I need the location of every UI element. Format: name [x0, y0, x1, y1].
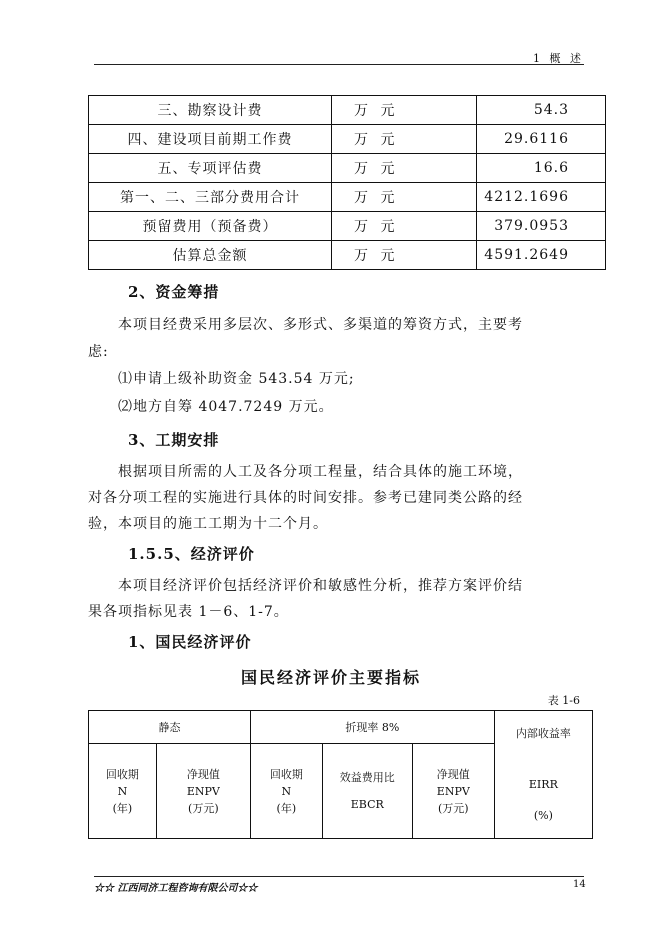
footer-company: ☆☆ 江西同济工程咨询有限公司☆☆ — [94, 883, 258, 894]
running-header: 1 概 述 — [533, 52, 584, 65]
indicator-col-code: N — [281, 784, 292, 798]
cost-value: 54.3 — [477, 96, 606, 125]
indicator-col — [250, 744, 322, 839]
indicator-table-number: 表 1-6 — [547, 694, 580, 707]
cost-row — [89, 212, 606, 241]
economic-line-1: 本项目经济评价包括经济评价和敏感性分析，推荐方案评价结 — [118, 578, 523, 594]
cost-value: 4212.1696 — [477, 183, 606, 212]
cost-unit: 万 元 — [332, 125, 477, 154]
indicator-col-name: 效益费用比 — [339, 771, 395, 784]
indicator-col — [412, 744, 494, 839]
cost-row — [89, 183, 606, 212]
schedule-heading: 3、工期安排 — [128, 431, 220, 449]
funding-heading: 2、资金筹措 — [128, 283, 220, 301]
indicator-col-unit: (年) — [276, 801, 297, 815]
cost-row — [89, 125, 606, 154]
indicator-table — [88, 710, 593, 839]
indicator-table-title: 国民经济评价主要指标 — [240, 668, 421, 687]
group-static: 静态 — [89, 711, 251, 744]
funding-intro-line-2: 虑: — [88, 344, 109, 360]
header-rule — [94, 64, 584, 65]
economic-line-2: 果各项指标见表 1－6、1-7。 — [88, 604, 289, 620]
group-discount-rate: 折现率 8% — [250, 711, 494, 744]
indicator-col-name: 净现值 — [436, 767, 470, 781]
cost-summary-table — [88, 95, 606, 270]
funding-item-2: ⑵地方自筹 4047.7249 万元。 — [118, 399, 334, 415]
cost-item: 五、专项评估费 — [89, 154, 332, 183]
cost-row — [89, 96, 606, 125]
indicator-col-code: N — [117, 784, 128, 798]
cost-row — [89, 154, 606, 183]
footer-rule — [94, 876, 584, 877]
indicator-col-name: 净现值 — [186, 767, 220, 781]
indicator-col-unit: (万元) — [438, 801, 469, 815]
irr-unit: (%) — [533, 809, 553, 822]
cost-unit: 万 元 — [332, 183, 477, 212]
cost-unit: 万 元 — [332, 154, 477, 183]
cost-row — [89, 241, 606, 270]
irr-cell — [494, 711, 592, 839]
cost-value: 16.6 — [477, 154, 606, 183]
cost-unit: 万 元 — [332, 241, 477, 270]
indicator-col — [156, 744, 250, 839]
irr-code: EIRR — [528, 778, 558, 791]
indicator-col-unit: (万元) — [188, 801, 219, 815]
cost-item: 估算总金额 — [89, 241, 332, 270]
cost-value: 4591.2649 — [477, 241, 606, 270]
indicator-col — [322, 744, 412, 839]
cost-unit: 万 元 — [332, 96, 477, 125]
indicator-col-code: ENPV — [436, 784, 470, 798]
irr-name: 内部收益率 — [515, 727, 571, 740]
cost-item: 预留费用（预备费） — [89, 212, 332, 241]
cost-unit: 万 元 — [332, 212, 477, 241]
schedule-line-2: 对各分项工程的实施进行具体的时间安排。参考已建同类公路的经 — [88, 490, 523, 506]
cost-value: 379.0953 — [477, 212, 606, 241]
cost-value: 29.6116 — [477, 125, 606, 154]
schedule-line-3: 验，本项目的施工工期为十二个月。 — [88, 516, 328, 532]
schedule-line-1: 根据项目所需的人工及各分项工程量，结合具体的施工环境， — [118, 464, 523, 480]
indicator-col-name: 回收期 — [105, 767, 139, 781]
indicator-col-code: ENPV — [186, 784, 220, 798]
indicator-col-unit: (年) — [112, 801, 133, 815]
cost-item: 第一、二、三部分费用合计 — [89, 183, 332, 212]
economic-heading: 1.5.5、经济评价 — [128, 545, 255, 563]
page-number: 14 — [573, 879, 586, 890]
national-heading: 1、国民经济评价 — [128, 633, 252, 651]
cost-item: 四、建设项目前期工作费 — [89, 125, 332, 154]
indicator-col-code: EBCR — [350, 798, 384, 811]
cost-item: 三、勘察设计费 — [89, 96, 332, 125]
funding-intro-line-1: 本项目经费采用多层次、多形式、多渠道的筹资方式，主要考 — [118, 317, 523, 333]
indicator-col-name: 回收期 — [269, 767, 303, 781]
indicator-col — [89, 744, 157, 839]
funding-item-1: ⑴申请上级补助资金 543.54 万元; — [118, 371, 355, 387]
